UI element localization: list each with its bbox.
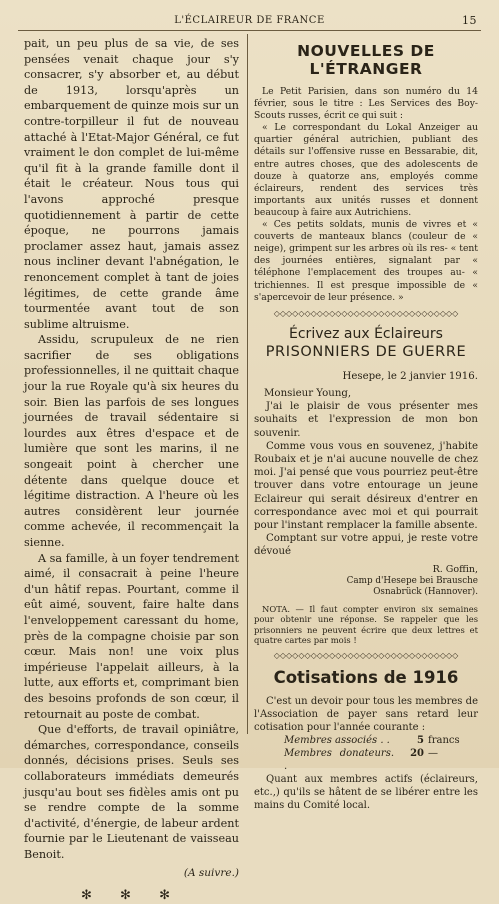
paragraph: Le Petit Parisien, dans son numéro du 14 février, sous le titre : Les Services des Boy-Scouts russes, écrit ce qui suit : — [254, 86, 478, 122]
paragraph: J'ai le plaisir de vous présenter mes souhaits et l'expression de mon bon souvenir. — [254, 401, 478, 439]
fee-label: Membres donateurs. . — [284, 747, 394, 772]
cotisations-article — [254, 695, 478, 812]
right-column — [254, 36, 478, 812]
letter-address-line: Camp d'Hesepe bei Brausche — [346, 575, 478, 586]
letter-signature: R. Goffin, — [432, 563, 478, 575]
letter-date: Hesepe, le 2 janvier 1916. — [342, 370, 478, 382]
page-number: 15 — [462, 14, 477, 27]
section-ornament: ✻ ✻ ✻ — [81, 888, 182, 904]
nota-note — [254, 604, 478, 646]
fee-row — [254, 747, 478, 773]
paragraph: Quant aux membres actifs (éclaireurs, etc.,) qu'ils se hâtent de se libérer entre les mains du Comité local. — [254, 773, 478, 811]
left-column — [24, 36, 239, 904]
paragraph: NOTA. — Il faut compter environ six semaines pour obtenir une réponse. Se rappeler que les prisonniers ne peuvent écrire que deux lettres et quatre cartes par mois ! — [254, 603, 478, 646]
paragraph: Assidu, scrupuleux de ne rien sacrifier de ses obligations professionnelles, il ne quittait chaque jour la rue Royale qu'à six heures du soir. Bien las parfois de ses longues journées de travail sédentaire si lourdes aux êtres d'espace et de lumière que sont les marins, il ne songeait point à chercher une détente dans quelque douce et légitime distraction. A l'heure où les autres considèrent leur journée comme achevée, il recommençait la sienne. — [24, 333, 239, 549]
ornamental-divider: ◇◇◇◇◇◇◇◇◇◇◇◇◇◇◇◇◇◇◇◇◇◇◇◇◇◇◇◇◇◇ — [273, 651, 459, 660]
fee-unit: francs — [428, 734, 460, 746]
paragraph: A sa famille, à un foyer tendrement aimé, il consacrait à peine l'heure d'un hâtif repas. Pourtant, comme il eût aimé, souvent, faire halte dans l'enveloppement caressant du home, près de la compagne choisie par son cœur. Mais non! une voix plus impérieuse l'appelait ailleurs, à la lutte, aux efforts et, comprimant bien des besoins profonds de son cœur, il retournait au poste de combat. — [24, 551, 239, 721]
journal-title: L'ÉCLAIREUR DE FRANCE — [174, 15, 325, 26]
nouvelles-article — [254, 86, 478, 304]
letter-salutation: Monsieur Young, — [264, 387, 352, 399]
paragraph: C'est un devoir pour tous les membres de l'Association de payer sans retard leur cotisation pour l'année courante : — [254, 695, 478, 733]
paragraph: pait, un peu plus de sa vie, de ses pensées venait chaque jour s'y consacrer, s'y absorber et, au début de 1913, lorsqu'après un embarquement de quinze mois sur un contre-torpilleur il fut de nouveau attaché à l'Etat-Major Général, ce fut vraiment le don complet de lui-même qu'il fit à la grande famille dont il était le créateur. Nous tous qui l'avons approché presque quotidiennement à partir de cette époque, ne pourrons jamais proclamer assez haut, jamais assez nous incliner devant l'abnégation, le renoncement complet à tant de joies légitimes, de cette grande âme tourmentée avant tout de son sublime altruisme. — [24, 37, 239, 331]
section-title-ecrivez: Écrivez aux Éclaireurs — [289, 325, 443, 342]
continued-note: (A suivre.) — [183, 867, 239, 880]
prisoner-letter — [254, 370, 478, 598]
section-title-nouvelles: NOUVELLES DE L'ÉTRANGER — [297, 42, 435, 78]
page-header — [18, 14, 481, 31]
section-title-prisonniers: PRISONNIERS DE GUERRE — [265, 343, 467, 360]
paragraph: « Ces petits soldats, munis de vivres et « couverts de manteaux blancs (couleur de « neige), grimpent sur les arbres où ils res- « tent des journées entières, signalant par « téléphone l'emplacement des troupes au- « trichiennes. Il est presque impossible de « s'apercevoir de leur présence. » — [254, 219, 478, 303]
ornamental-divider: ◇◇◇◇◇◇◇◇◇◇◇◇◇◇◇◇◇◇◇◇◇◇◇◇◇◇◇◇◇◇ — [273, 309, 459, 318]
paragraph: « Le correspondant du Lokal Anzeiger au quartier général autrichien, publiant des détails sur l'offensive russe en Bessarabie, dit, entre autres choses, que des adolescents de douze à quatorze ans, employés comme éclaireurs, rendent des services très importants aux unités russes et donnent beaucoup à faire aux Autrichiens. — [254, 122, 478, 218]
column-divider — [247, 34, 248, 734]
fee-value: 5 — [417, 734, 424, 746]
letter-address-line: Osnabrück (Hannover). — [373, 586, 478, 597]
fee-label: Membres associés . . — [284, 734, 390, 746]
section-title-cotisations: Cotisations de 1916 — [273, 667, 459, 687]
fee-unit: — — [428, 747, 438, 759]
fee-row — [254, 734, 478, 747]
paragraph: Que d'efforts, de travail opiniâtre, démarches, correspondance, conseils donnés, décisions prises. Seuls ses collaborateurs immédiats demeurés jusqu'au bout ses fidèles amis ont pu se rendre compte de la somme d'activité, d'énergie, de labeur ardent fournie par le Lieutenant de vaisseau Benoit. — [24, 723, 239, 861]
paragraph: Comptant sur votre appui, je reste votre dévoué — [254, 533, 478, 558]
paragraph: Comme vous vous en souvenez, j'habite Roubaix et je n'ai aucune nouvelle de chez moi. J'ai pensé que vous pourriez peut-être trouver dans votre entourage un jeune Eclaireur qui serait désireux d'entrer en correspondance avec moi et qui pourrait pour l'instant remplacer la famille absente. — [254, 440, 478, 531]
fee-value: 20 — [410, 747, 424, 759]
